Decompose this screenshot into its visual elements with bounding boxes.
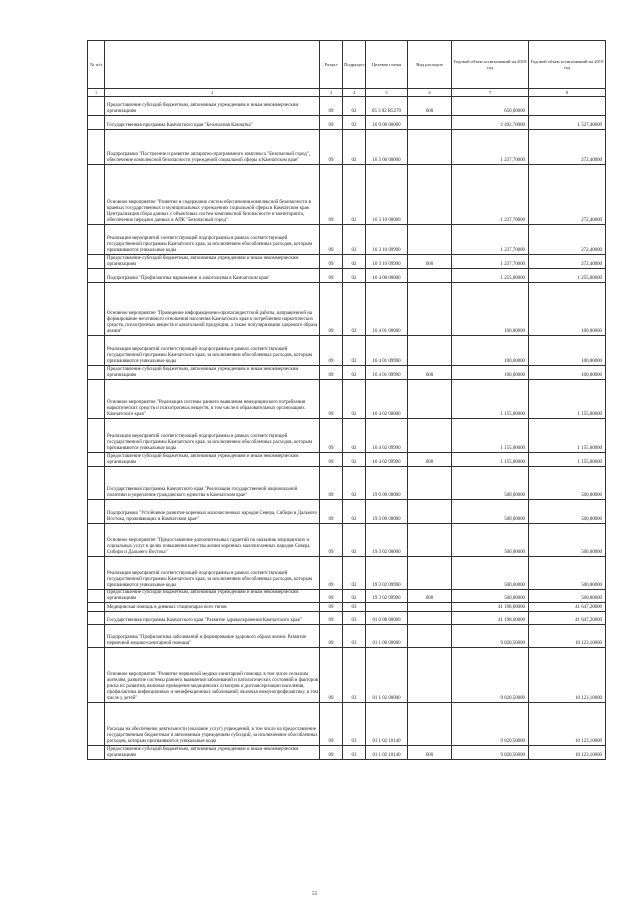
cell-number bbox=[88, 612, 105, 625]
cell-number bbox=[88, 590, 105, 603]
cell-number bbox=[88, 283, 105, 336]
cell-amount-2019: 272,40000 bbox=[529, 225, 606, 255]
cell-name: Основное мероприятие "Проведение информационно-пропагандистской работы, направленной на формирование негативного отношения населения Камчатского края к потреблению наркотических средств, психотропных веществ и алкогольной продукции, а также популяризацию здорового образа жизни" bbox=[105, 283, 320, 336]
table-row bbox=[88, 703, 606, 746]
cell-number bbox=[88, 97, 105, 116]
cell-amount-2018: 500,00000 bbox=[452, 524, 529, 557]
cell-name: Предоставление субсидий бюджетным, автономным учреждениям и иным некоммерческим организациям bbox=[105, 255, 320, 269]
cell-amount-2019: 10 123,10000 bbox=[529, 625, 606, 648]
cell-amount-2019 bbox=[529, 97, 606, 116]
cell-section: 09 bbox=[320, 524, 343, 557]
cell-subsection: 02 bbox=[343, 419, 366, 453]
cell-name: Реализация мероприятий соответствующей подпрограммы в рамках соответствующей государственной программы Камчатского края, за исключением обособленных расходов, которым присваиваются уникальные коды bbox=[105, 419, 320, 453]
cell-target-article: 01 1 02 00000 bbox=[366, 648, 408, 703]
cell-expense-type bbox=[408, 283, 452, 336]
cell-expense-type bbox=[408, 603, 452, 612]
cell-target-article: 19 3 00 00000 bbox=[366, 500, 408, 524]
header-target-article: Целевая статья bbox=[366, 41, 408, 89]
cell-name: Государственная программа Камчатского края "Реализация государственной национальной политики и укрепление гражданского единства в Камчатском крае" bbox=[105, 467, 320, 500]
table-row bbox=[88, 283, 606, 336]
cell-section: 09 bbox=[320, 703, 343, 746]
budget-table-sheet bbox=[87, 40, 605, 760]
cell-target-article: 19 3 02 09990 bbox=[366, 557, 408, 590]
cell-subsection: 03 bbox=[343, 612, 366, 625]
table-row bbox=[88, 165, 606, 225]
header-name bbox=[105, 41, 320, 89]
cell-target-article: 16 3 10 00000 bbox=[366, 165, 408, 225]
cell-subsection: 02 bbox=[343, 590, 366, 603]
page-number: 55 bbox=[312, 892, 317, 897]
cell-amount-2018: 100,00000 bbox=[452, 283, 529, 336]
cell-expense-type bbox=[408, 380, 452, 419]
cell-target-article bbox=[366, 603, 408, 612]
column-number: 2 bbox=[105, 89, 320, 97]
table-row bbox=[88, 557, 606, 590]
table-row bbox=[88, 255, 606, 269]
cell-name: Государственная программа Камчатского края "Безопасная Камчатка" bbox=[105, 116, 320, 130]
column-number: 4 bbox=[343, 89, 366, 97]
cell-amount-2018: 1 255,00000 bbox=[452, 269, 529, 283]
cell-amount-2019: 272,40000 bbox=[529, 255, 606, 269]
cell-target-article: 16 4 00 00000 bbox=[366, 269, 408, 283]
cell-number bbox=[88, 746, 105, 760]
cell-subsection: 03 bbox=[343, 703, 366, 746]
cell-name: Предоставление субсидий бюджетным, автономным учреждениям и иным некоммерческим организациям bbox=[105, 746, 320, 760]
cell-name: Основное мероприятие "Развитие и содержание систем обеспечения комплексной безопасности в краевых государственных и муниципальных учреждениях социальной сферы в Камчатском крае. Централизация сбора данных с объектовых систем комплексной безопасности и мониторинга, обеспечение передачи данных в АПК "Безопасный город" bbox=[105, 165, 320, 225]
cell-expense-type bbox=[408, 703, 452, 746]
cell-target-article: 16 4 02 00000 bbox=[366, 380, 408, 419]
cell-subsection: 02 bbox=[343, 130, 366, 165]
cell-target-article: 16 4 01 00000 bbox=[366, 283, 408, 336]
cell-section: 09 bbox=[320, 130, 343, 165]
header-expense-type: Вид расходов bbox=[408, 41, 452, 89]
table-row bbox=[88, 612, 606, 625]
cell-amount-2018: 2 492,70000 bbox=[452, 116, 529, 130]
cell-subsection: 02 bbox=[343, 269, 366, 283]
cell-amount-2019: 41 647,20000 bbox=[529, 612, 606, 625]
cell-amount-2019: 500,00000 bbox=[529, 467, 606, 500]
table-row bbox=[88, 366, 606, 380]
cell-amount-2019: 272,40000 bbox=[529, 165, 606, 225]
cell-amount-2019: 100,00000 bbox=[529, 366, 606, 380]
column-number: 3 bbox=[320, 89, 343, 97]
cell-name: Реализация мероприятий соответствующей подпрограммы в рамках соответствующей государственной программы Камчатского края, за исключением обособленных расходов, которым присваиваются уникальные коды bbox=[105, 225, 320, 255]
cell-target-article: 16 4 02 09990 bbox=[366, 419, 408, 453]
cell-number bbox=[88, 648, 105, 703]
cell-subsection: 02 bbox=[343, 453, 366, 467]
cell-section: 09 bbox=[320, 380, 343, 419]
header-amount-2019: Годовой объем ассигнований на 2019 год bbox=[529, 41, 606, 89]
cell-section: 09 bbox=[320, 625, 343, 648]
header-number: № п/п bbox=[88, 41, 105, 89]
budget-table bbox=[87, 40, 606, 760]
cell-section: 09 bbox=[320, 467, 343, 500]
table-row bbox=[88, 453, 606, 467]
cell-amount-2019: 41 647,20000 bbox=[529, 603, 606, 612]
cell-amount-2019: 1 155,00000 bbox=[529, 380, 606, 419]
cell-expense-type bbox=[408, 625, 452, 648]
cell-amount-2019: 1 255,00000 bbox=[529, 269, 606, 283]
cell-target-article: 16 4 01 09990 bbox=[366, 336, 408, 366]
cell-number bbox=[88, 269, 105, 283]
cell-amount-2018: 1 155,00000 bbox=[452, 453, 529, 467]
cell-number bbox=[88, 453, 105, 467]
cell-name: Основное мероприятие "Реализация системы раннего выявления немедицинского потребления наркотических средств и психотропных веществ, в том числе в образовательных организациях Камчатского края" bbox=[105, 380, 320, 419]
cell-amount-2018: 41 198,60000 bbox=[452, 612, 529, 625]
cell-amount-2018: 100,00000 bbox=[452, 336, 529, 366]
cell-expense-type: 600 bbox=[408, 590, 452, 603]
cell-subsection: 03 bbox=[343, 603, 366, 612]
cell-subsection: 02 bbox=[343, 524, 366, 557]
column-number: 5 bbox=[366, 89, 408, 97]
cell-target-article: 01 1 02 10140 bbox=[366, 703, 408, 746]
cell-name: Подпрограмма "Устойчивое развитие коренных малочисленных народов Севера, Сибири и Дальнего Востока, проживающих в Камчатском крае" bbox=[105, 500, 320, 524]
cell-expense-type bbox=[408, 524, 452, 557]
cell-amount-2018: 1 155,00000 bbox=[452, 419, 529, 453]
cell-target-article: 16 3 10 09990 bbox=[366, 225, 408, 255]
cell-amount-2019: 10 123,10000 bbox=[529, 746, 606, 760]
cell-amount-2018: 650,00000 bbox=[452, 97, 529, 116]
cell-section: 09 bbox=[320, 116, 343, 130]
cell-section: 09 bbox=[320, 557, 343, 590]
header-section: Раздел bbox=[320, 41, 343, 89]
table-row bbox=[88, 116, 606, 130]
cell-expense-type bbox=[408, 419, 452, 453]
column-number: 6 bbox=[408, 89, 452, 97]
cell-expense-type: 600 bbox=[408, 366, 452, 380]
cell-number bbox=[88, 603, 105, 612]
cell-subsection: 02 bbox=[343, 380, 366, 419]
cell-name: Предоставление субсидий бюджетным, автономным учреждениям и иным некоммерческим организациям bbox=[105, 366, 320, 380]
table-row bbox=[88, 269, 606, 283]
cell-section: 09 bbox=[320, 269, 343, 283]
cell-target-article: 01 1 00 00000 bbox=[366, 625, 408, 648]
cell-target-article: 19 0 00 00000 bbox=[366, 467, 408, 500]
table-row bbox=[88, 625, 606, 648]
cell-amount-2018: 9 820,50000 bbox=[452, 625, 529, 648]
table-row bbox=[88, 380, 606, 419]
cell-number bbox=[88, 130, 105, 165]
cell-subsection: 03 bbox=[343, 625, 366, 648]
table-header-row bbox=[88, 41, 606, 89]
cell-amount-2018: 1 237,70000 bbox=[452, 225, 529, 255]
cell-expense-type bbox=[408, 500, 452, 524]
cell-number bbox=[88, 336, 105, 366]
cell-expense-type bbox=[408, 225, 452, 255]
cell-number bbox=[88, 557, 105, 590]
cell-number bbox=[88, 524, 105, 557]
cell-amount-2018: 9 820,50000 bbox=[452, 746, 529, 760]
cell-target-article: 16 0 00 00000 bbox=[366, 116, 408, 130]
table-row bbox=[88, 746, 606, 760]
cell-number bbox=[88, 116, 105, 130]
cell-amount-2019: 500,00000 bbox=[529, 590, 606, 603]
cell-name: Подпрограмма "Построение и развитие аппаратно-программного комплекса "Безопасный город", обеспечение комплексной безопасности учреждений социальной сферы в Камчатском крае" bbox=[105, 130, 320, 165]
cell-subsection: 02 bbox=[343, 366, 366, 380]
cell-amount-2019: 500,00000 bbox=[529, 524, 606, 557]
cell-section: 09 bbox=[320, 336, 343, 366]
cell-subsection: 02 bbox=[343, 557, 366, 590]
cell-expense-type bbox=[408, 165, 452, 225]
cell-amount-2019: 1 155,00000 bbox=[529, 453, 606, 467]
cell-amount-2019: 1 155,00000 bbox=[529, 419, 606, 453]
cell-amount-2019: 10 123,10000 bbox=[529, 703, 606, 746]
cell-section: 09 bbox=[320, 453, 343, 467]
cell-section: 09 bbox=[320, 603, 343, 612]
cell-name: Предоставление субсидий бюджетным, автономным учреждениям и иным некоммерческим организациям bbox=[105, 453, 320, 467]
cell-subsection: 03 bbox=[343, 648, 366, 703]
cell-name: Реализация мероприятий соответствующей подпрограммы в рамках соответствующей государственной программы Камчатского края, за исключением обособленных расходов, которым присваиваются уникальные коды bbox=[105, 557, 320, 590]
cell-target-article: 16 3 00 00000 bbox=[366, 130, 408, 165]
cell-section: 09 bbox=[320, 97, 343, 116]
cell-number bbox=[88, 225, 105, 255]
cell-number bbox=[88, 500, 105, 524]
table-row bbox=[88, 603, 606, 612]
cell-subsection: 02 bbox=[343, 225, 366, 255]
cell-target-article: 19 3 02 00000 bbox=[366, 524, 408, 557]
table-row bbox=[88, 467, 606, 500]
cell-subsection: 02 bbox=[343, 283, 366, 336]
cell-number bbox=[88, 165, 105, 225]
cell-target-article: 16 4 02 09990 bbox=[366, 453, 408, 467]
cell-target-article: 19 3 02 09990 bbox=[366, 590, 408, 603]
cell-amount-2018: 1 237,70000 bbox=[452, 255, 529, 269]
table-row bbox=[88, 97, 606, 116]
cell-section: 09 bbox=[320, 255, 343, 269]
cell-amount-2019: 100,00000 bbox=[529, 336, 606, 366]
cell-name: Подпрограмма "Профилактика заболеваний и формирование здорового образа жизни. Развитие первичной медико-санитарной помощи" bbox=[105, 625, 320, 648]
cell-subsection: 02 bbox=[343, 467, 366, 500]
cell-name: Основное мероприятие "Развитие первичной медико-санитарной помощи, в том числе сельским жителям, развитие системы раннего выявления заболеваний и патологических состояний и факторов риска их развития, включая проведение медицинских осмотров и диспансеризации населения, профилактика инфекционных и неинфекционных заболеваний, включая иммунопрофилактику, в том числе у детей" bbox=[105, 648, 320, 703]
column-number: 7 bbox=[452, 89, 529, 97]
cell-expense-type: 600 bbox=[408, 746, 452, 760]
cell-number bbox=[88, 419, 105, 453]
table-row bbox=[88, 590, 606, 603]
cell-section: 09 bbox=[320, 590, 343, 603]
column-number: 1 bbox=[88, 89, 105, 97]
cell-expense-type bbox=[408, 269, 452, 283]
cell-name: Предоставление субсидий бюджетным, автономным учреждениям и иным некоммерческим организациям bbox=[105, 590, 320, 603]
cell-amount-2018: 500,00000 bbox=[452, 590, 529, 603]
cell-subsection: 02 bbox=[343, 165, 366, 225]
column-number: 8 bbox=[529, 89, 606, 97]
cell-section: 09 bbox=[320, 419, 343, 453]
cell-amount-2018: 9 820,50000 bbox=[452, 648, 529, 703]
cell-expense-type bbox=[408, 336, 452, 366]
cell-expense-type: 600 bbox=[408, 453, 452, 467]
cell-amount-2018: 1 237,70000 bbox=[452, 165, 529, 225]
cell-section: 09 bbox=[320, 165, 343, 225]
cell-amount-2018: 9 820,50000 bbox=[452, 703, 529, 746]
cell-amount-2018: 100,00000 bbox=[452, 366, 529, 380]
cell-target-article: 01 1 02 10140 bbox=[366, 746, 408, 760]
cell-amount-2018: 500,00000 bbox=[452, 500, 529, 524]
table-row bbox=[88, 500, 606, 524]
cell-target-article: 16 3 10 09990 bbox=[366, 255, 408, 269]
cell-amount-2019: 1 527,40000 bbox=[529, 116, 606, 130]
cell-name: Подпрограмма "Профилактика наркомании и алкоголизма в Камчатском крае" bbox=[105, 269, 320, 283]
cell-number bbox=[88, 467, 105, 500]
cell-name: Расходы на обеспечение деятельности (оказание услуг) учреждений, в том числе на предоставление государственным бюджетным и автономным учреждениям субсидий, за исключением обособленных расходов, которым присваиваются уникальные коды bbox=[105, 703, 320, 746]
cell-subsection: 02 bbox=[343, 255, 366, 269]
cell-amount-2018: 500,00000 bbox=[452, 467, 529, 500]
table-row bbox=[88, 336, 606, 366]
cell-expense-type bbox=[408, 467, 452, 500]
table-row bbox=[88, 648, 606, 703]
cell-section: 09 bbox=[320, 500, 343, 524]
header-subsection: Подраздел bbox=[343, 41, 366, 89]
cell-target-article: 05 3 02 R5270 bbox=[366, 97, 408, 116]
cell-expense-type bbox=[408, 557, 452, 590]
cell-section: 09 bbox=[320, 366, 343, 380]
column-numbering-row bbox=[88, 89, 606, 97]
cell-amount-2019: 500,00000 bbox=[529, 500, 606, 524]
cell-number bbox=[88, 703, 105, 746]
cell-subsection: 03 bbox=[343, 746, 366, 760]
cell-amount-2018: 500,00000 bbox=[452, 557, 529, 590]
header-amount-2018: Годовой объем ассигнований на 2018 год bbox=[452, 41, 529, 89]
cell-expense-type bbox=[408, 612, 452, 625]
cell-section: 09 bbox=[320, 648, 343, 703]
cell-subsection: 02 bbox=[343, 500, 366, 524]
cell-name: Предоставление субсидий бюджетным, автономным учреждениям и иным некоммерческим организациям bbox=[105, 97, 320, 116]
table-row bbox=[88, 419, 606, 453]
cell-name: Государственная программа Камчатского края "Развитие здравоохранения Камчатского края" bbox=[105, 612, 320, 625]
cell-expense-type bbox=[408, 116, 452, 130]
cell-number bbox=[88, 380, 105, 419]
cell-name: Основное мероприятие "Предоставление дополнительных гарантий по оказанию медицинских и социальных услуг в целях повышения качества жизни коренных малочисленных народов Севера, Сибири и Дальнего Востока" bbox=[105, 524, 320, 557]
cell-expense-type bbox=[408, 648, 452, 703]
cell-amount-2018: 1 155,00000 bbox=[452, 380, 529, 419]
cell-amount-2019: 272,40000 bbox=[529, 130, 606, 165]
cell-number bbox=[88, 625, 105, 648]
cell-amount-2019: 100,00000 bbox=[529, 283, 606, 336]
cell-amount-2018: 41 198,60000 bbox=[452, 603, 529, 612]
cell-amount-2019: 500,00000 bbox=[529, 557, 606, 590]
cell-section: 09 bbox=[320, 746, 343, 760]
cell-subsection: 02 bbox=[343, 116, 366, 130]
table-row bbox=[88, 225, 606, 255]
cell-section: 09 bbox=[320, 283, 343, 336]
cell-name: Медицинская помощь в дневных стационарах всех типов bbox=[105, 603, 320, 612]
cell-amount-2019: 10 123,10000 bbox=[529, 648, 606, 703]
table-row bbox=[88, 524, 606, 557]
cell-number bbox=[88, 255, 105, 269]
cell-section: 09 bbox=[320, 225, 343, 255]
cell-expense-type bbox=[408, 130, 452, 165]
cell-target-article: 01 0 00 00000 bbox=[366, 612, 408, 625]
cell-subsection: 02 bbox=[343, 336, 366, 366]
cell-target-article: 16 4 01 09990 bbox=[366, 366, 408, 380]
cell-expense-type: 600 bbox=[408, 97, 452, 116]
cell-number bbox=[88, 366, 105, 380]
cell-subsection: 02 bbox=[343, 97, 366, 116]
table-row bbox=[88, 130, 606, 165]
cell-name: Реализация мероприятий соответствующей подпрограммы в рамках соответствующей государственной программы Камчатского края, за исключением обособленных расходов, которым присваиваются уникальные коды bbox=[105, 336, 320, 366]
cell-section: 09 bbox=[320, 612, 343, 625]
cell-amount-2018: 1 237,70000 bbox=[452, 130, 529, 165]
cell-expense-type: 600 bbox=[408, 255, 452, 269]
